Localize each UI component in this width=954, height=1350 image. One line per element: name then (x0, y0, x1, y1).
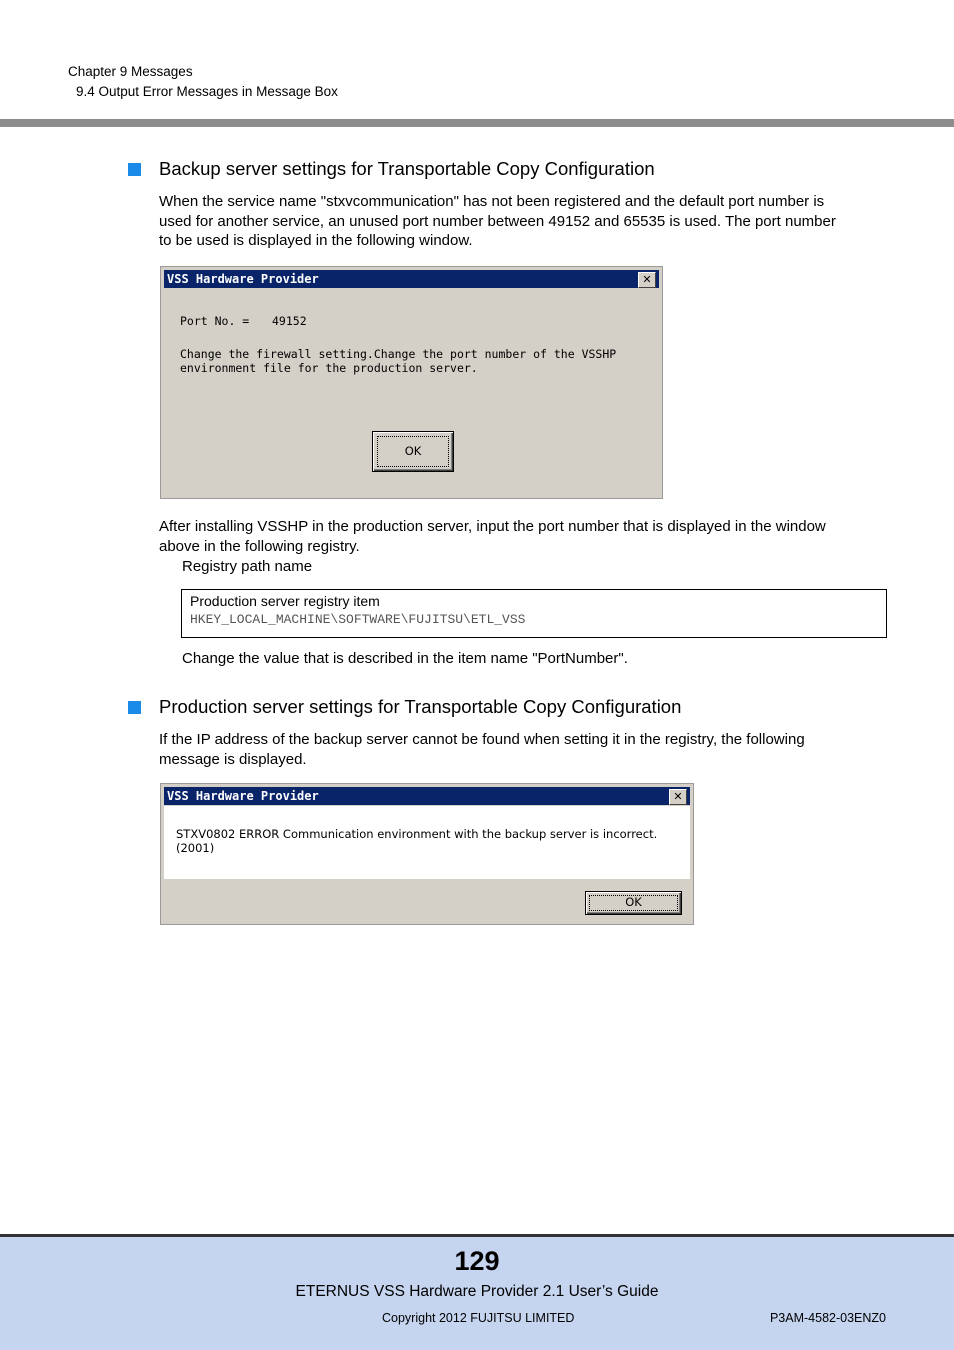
dialog-title-bar (164, 270, 659, 288)
error-code: (2001) (176, 841, 215, 855)
dialog-message-line: Change the firewall setting.Change the port number of the VSSHP (180, 347, 617, 361)
running-header-section: 9.4 Output Error Messages in Message Box (76, 84, 338, 99)
paragraph-line: above in the following registry. (159, 537, 360, 555)
paragraph-line: to be used is displayed in the following window. (159, 232, 473, 249)
focus-rect (589, 895, 678, 911)
header-divider (0, 119, 954, 127)
page-number: 129 (454, 1246, 500, 1276)
paragraph-service-name (159, 192, 886, 251)
dialog-message-area (164, 806, 690, 879)
paragraph-change-value: Change the value that is described in the item name "PortNumber". (182, 650, 628, 667)
dialog-message-line: environment file for the production server. (180, 361, 478, 375)
ok-button[interactable] (585, 891, 682, 915)
paragraph-line: used for another service, an unused port number between 49152 and 65535 is used. The port number (159, 212, 836, 230)
port-number-dialog (160, 266, 663, 499)
port-value: 49152 (272, 314, 307, 328)
dialog-title: VSS Hardware Provider (167, 272, 319, 286)
close-icon[interactable]: ✕ (638, 272, 656, 288)
dialog-title: VSS Hardware Provider (167, 789, 319, 803)
registry-path-label: Registry path name (182, 558, 313, 575)
dialog-title-bar (164, 787, 690, 805)
communication-error-dialog (160, 783, 694, 925)
registry-path-value: HKEY_LOCAL_MACHINE\SOFTWARE\FUJITSU\ETL_VSS (190, 612, 526, 627)
paragraph-after-installing (159, 517, 886, 556)
ok-button-label: OK (625, 895, 642, 909)
document-code: P3AM-4582-03ENZ0 (769, 1311, 886, 1325)
section-bullet-square-icon (128, 163, 141, 176)
port-label: Port No. = (180, 314, 250, 328)
registry-item-box (181, 589, 887, 638)
running-header-chapter: Chapter 9 Messages (68, 64, 193, 79)
ok-button-label: OK (404, 444, 422, 458)
paragraph-line: message is displayed. (159, 750, 307, 768)
page-footer (0, 1234, 954, 1350)
ok-button[interactable] (372, 431, 454, 472)
guide-title: ETERNUS VSS Hardware Provider 2.1 User’s Guide (295, 1283, 659, 1300)
paragraph-line: If the IP address of the backup server cannot be found when setting it in the registry, the following (159, 731, 805, 748)
paragraph-ip-address (159, 730, 886, 769)
registry-box-title: Production server registry item (190, 593, 380, 609)
copyright: Copyright 2012 FUJITSU LIMITED (382, 1311, 575, 1325)
section-bullet-square-icon (128, 701, 141, 714)
error-message-line: STXV0802 ERROR Communication environment with the backup server is incorrect. (176, 827, 658, 841)
section-heading-production-server: Production server settings for Transportable Copy Configuration (159, 696, 682, 717)
paragraph-line: After installing VSSHP in the production server, input the port number that is displayed in the window (159, 518, 826, 535)
section-heading-backup-server: Backup server settings for Transportable Copy Configuration (159, 158, 655, 179)
paragraph-line: When the service name "stxvcommunication" has not been registered and the default port number is (159, 193, 825, 210)
focus-rect (377, 436, 449, 467)
close-icon[interactable]: ✕ (669, 789, 687, 805)
